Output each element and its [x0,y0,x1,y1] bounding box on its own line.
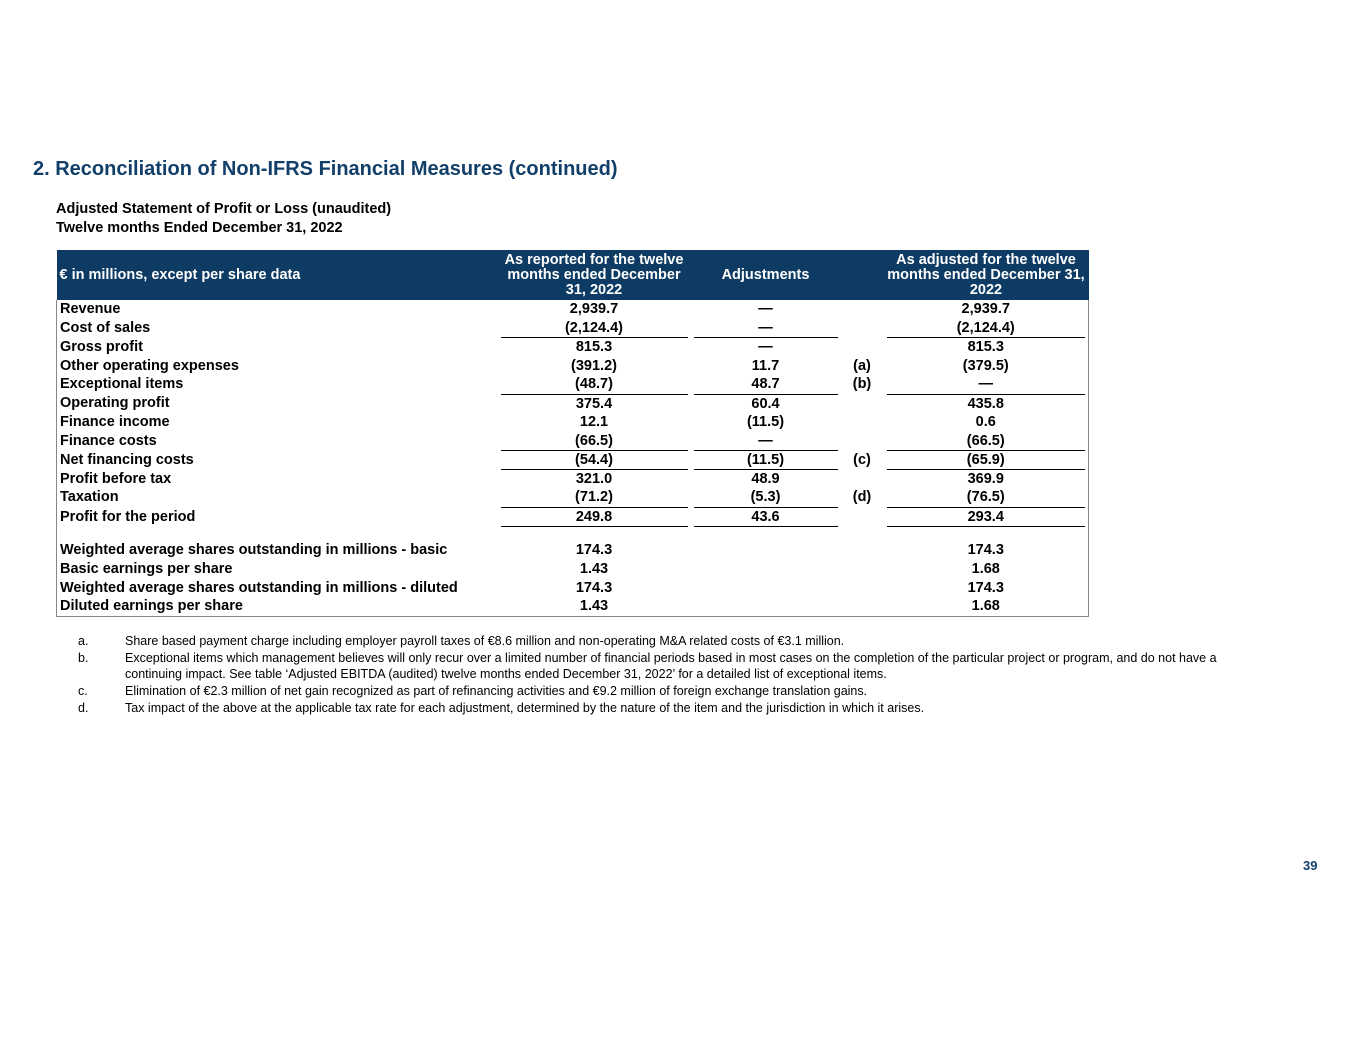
reported-value: (2,124.4) [564,320,624,337]
adjusted-value: 174.3 [884,541,1089,560]
adjusted-value: (2,124.4) [956,320,1015,337]
adjusted-value: 1.68 [884,560,1089,579]
row-label: Basic earnings per share [57,560,498,579]
column-header-adjusted: As adjusted for the twelve months ended December 31, 2022 [884,250,1089,300]
empty-cell [691,578,841,597]
note-ref [841,469,884,488]
column-header-adjustments: Adjustments [691,250,841,300]
table-row [57,337,1089,356]
empty-cell [841,560,884,579]
adjusted-value: 174.3 [884,578,1089,597]
note-ref [841,337,884,356]
note-ref [841,431,884,450]
note-ref [841,319,884,338]
row-label: Profit before tax [57,469,498,488]
adjusted-value-cell [884,488,1089,507]
spacer-cell [498,527,691,541]
reported-value: 12.1 [579,414,609,431]
adjusted-value-cell [884,413,1089,432]
page-number: 39 [1303,858,1318,873]
adjusted-value: 369.9 [887,469,1086,488]
footnote-key: c. [78,684,88,699]
row-label: Diluted earnings per share [57,597,498,616]
row-label: Gross profit [57,337,498,356]
note-ref [841,300,884,319]
column-header-note [841,250,884,300]
note-ref: (b) [852,376,872,393]
row-label: Cost of sales [57,319,498,338]
table-row [57,597,1089,616]
footnote [78,700,1228,717]
row-label: Revenue [57,300,498,319]
spacer-cell [691,527,841,541]
footnote-key: b. [78,650,89,665]
table-row [57,507,1089,527]
reported-value: 174.3 [575,542,613,559]
table-row [57,560,1089,579]
reported-value: 815.3 [501,337,688,356]
reported-value: 2,939.7 [569,301,619,318]
reported-value: (71.2) [575,489,613,506]
adjusted-value: 293.4 [887,507,1086,527]
spacer-cell [841,527,884,541]
reported-value-cell [498,300,691,319]
adjustment-value-cell [691,300,841,319]
reported-value-cell [498,394,691,413]
adjustment-value-cell [691,469,841,488]
adjustment-value-cell [691,488,841,507]
adjustment-value: — [694,337,838,356]
adjustment-value-cell [691,413,841,432]
adjusted-value: 1.68 [884,597,1089,616]
footnote-text: Tax impact of the above at the applicable tax rate for each adjustment, determined by the nature of the item and the jurisdiction in which it arises. [125,700,925,715]
spacer-row [57,527,1089,541]
table-row [57,413,1089,432]
footnote-key: a. [78,634,89,648]
adjustment-value-cell [691,431,841,450]
adjusted-value-cell [884,450,1089,469]
page-title: 2. Reconciliation of Non-IFRS Financial Measures (continued) [33,158,618,180]
empty-cell [841,597,884,616]
row-label: Profit for the period [57,507,498,527]
adjusted-value-cell [884,319,1089,338]
adjusted-value-cell [884,469,1089,488]
spacer-cell [884,527,1089,541]
note-ref [841,507,884,527]
row-label: Weighted average shares outstanding in millions - diluted [57,578,498,597]
footnote-text: Elimination of €2.3 million of net gain recognized as part of refinancing activities and €9.2 million of foreign exchange translation gains. [125,684,868,699]
reported-value-cell [498,413,691,432]
adjustment-value: — [758,432,773,449]
empty-cell [841,541,884,560]
adjustment-value-cell [691,375,841,394]
table-row [57,541,1089,560]
adjustment-value-cell [691,319,841,338]
adjustment-value: 43.6 [694,507,838,527]
table-row [57,356,1089,375]
table-row [57,394,1089,413]
adjusted-value: 0.6 [975,414,996,431]
adjustment-value: (5.3) [750,489,781,506]
note-ref [841,394,884,413]
reported-value-cell [498,469,691,488]
table-row [57,319,1089,338]
reported-value-cell [498,375,691,394]
adjusted-value-cell [884,375,1089,394]
row-label: Taxation [57,488,498,507]
adjusted-value-cell [884,507,1089,527]
adjustment-value: 48.9 [694,469,838,488]
spacer-cell [57,527,498,541]
statement-subtitle: Adjusted Statement of Profit or Loss (unaudited) [56,201,392,217]
row-label: Other operating expenses [57,356,498,375]
adjustment-value-cell [691,450,841,469]
footnote [78,650,1228,683]
row-label: Weighted average shares outstanding in millions - basic [57,541,498,560]
reported-value: 321.0 [501,469,688,488]
table-header-row [57,250,1089,300]
adjusted-value-cell [884,394,1089,413]
footnote-text: Share based payment charge including employer payroll taxes of €8.6 million and non-operating M&A related costs of €3.1 million. [125,634,845,648]
adjusted-value-cell [884,337,1089,356]
adjusted-value: — [978,376,993,393]
footnote-text: Exceptional items which management believes will only recur over a limited number of financial periods based in most cases on the completion of the particular project or program, and do not have a continuing impact. See table ‘Adjusted EBITDA (audited) twelve months ended December 31, 2022’ for a detailed list of exceptional items. [125,650,1217,682]
adjusted-value: (379.5) [962,357,1009,374]
footnotes [78,633,1228,717]
row-label: Net financing costs [57,450,498,469]
table-row [57,375,1089,394]
adjustment-value-cell [691,507,841,527]
adjusted-value: 435.8 [887,394,1086,413]
adjustment-value-cell [691,356,841,375]
note-ref: (d) [852,489,872,506]
adjustment-value-cell [691,337,841,356]
adjusted-value: (65.9) [887,450,1086,469]
reported-value-cell [498,431,691,450]
adjusted-value-cell [884,300,1089,319]
row-label: Operating profit [57,394,498,413]
table-row [57,488,1089,507]
footnote [78,683,1228,700]
empty-cell [691,560,841,579]
note-ref [841,413,884,432]
adjusted-value: (66.5) [966,432,1005,449]
table-row [57,450,1089,469]
adjusted-value: 815.3 [887,337,1086,356]
table-row [57,431,1089,450]
adjustment-value: (11.5) [746,414,785,431]
adjustment-value: 60.4 [694,394,838,413]
adjusted-value: 2,939.7 [961,301,1010,318]
adjusted-value: (76.5) [966,489,1005,506]
adjustment-value: (11.5) [694,450,838,469]
reported-value-cell [498,507,691,527]
footnote [78,633,1228,650]
adjustment-value: — [758,320,773,337]
reported-value: (54.4) [501,450,688,469]
table-row [57,300,1089,319]
reported-value: 249.8 [501,507,688,527]
reported-value-cell [498,450,691,469]
reported-value-cell [498,488,691,507]
adjustment-value: 11.7 [751,357,780,374]
note-ref: (a) [853,357,871,374]
reported-value: (48.7) [575,376,613,393]
empty-cell [691,541,841,560]
period-subtitle: Twelve months Ended December 31, 2022 [56,220,343,236]
table-row [57,469,1089,488]
adjustment-value: — [758,301,773,318]
footnote-key: d. [78,700,89,715]
row-label: Exceptional items [57,375,498,394]
reported-value: (66.5) [575,432,613,449]
adjusted-value-cell [884,356,1089,375]
row-label: Finance income [57,413,498,432]
adjustment-value-cell [691,394,841,413]
note-ref: (c) [853,451,871,468]
reconciliation-table [56,250,1089,617]
reported-value: (391.2) [571,357,617,374]
reported-value-cell [498,337,691,356]
empty-cell [691,597,841,616]
adjusted-value-cell [884,431,1089,450]
reported-value: 375.4 [501,394,688,413]
reported-value: 174.3 [575,579,613,596]
table-row [57,578,1089,597]
row-label: Finance costs [57,431,498,450]
column-header-reported: As reported for the twelve months ended December 31, 2022 [498,250,691,300]
reported-value: 1.43 [579,560,609,577]
reported-value: 1.43 [498,597,691,616]
reported-value-cell [498,356,691,375]
adjustment-value: 48.7 [751,376,780,393]
empty-cell [841,578,884,597]
reported-value-cell [498,319,691,338]
column-header-label: € in millions, except per share data [57,250,498,300]
